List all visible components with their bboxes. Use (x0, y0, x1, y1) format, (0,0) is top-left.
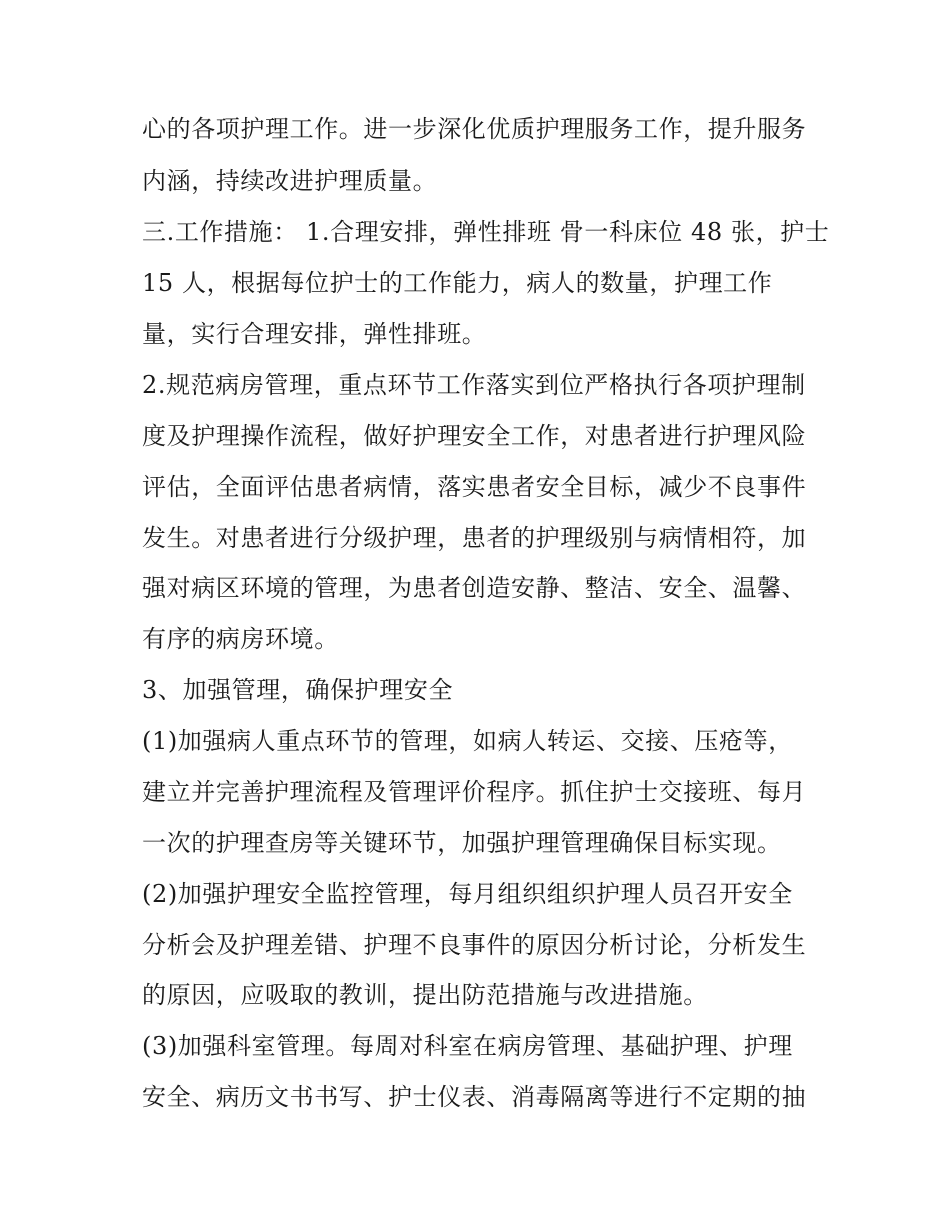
text-line: 有序的病房环境。 (142, 625, 339, 653)
text-line: 三.工作措施： 1.合理安排，弹性排班 骨一科床位 48 张，护士 (142, 218, 830, 246)
text-line: 一次的护理查房等关键环节，加强护理管理确保目标实现。 (142, 829, 782, 857)
text-line: 15 人，根据每位护士的工作能力，病人的数量，护理工作 (142, 269, 773, 297)
text-line: 心的各项护理工作。进一步深化优质护理服务工作，提升服务 (142, 115, 807, 143)
text-line: 度及护理操作流程，做好护理安全工作，对患者进行护理风险 (142, 422, 807, 450)
text-line: 分析会及护理差错、护理不良事件的原因分析讨论，分析发生 (142, 931, 807, 959)
text-line: (1)加强病人重点环节的管理，如病人转运、交接、压疮等， (142, 727, 793, 755)
text-line: 评估，全面评估患者病情，落实患者安全目标，减少不良事件 (142, 473, 807, 501)
text-line: 建立并完善护理流程及管理评价程序。抓住护士交接班、每月 (142, 778, 807, 806)
text-line: 内涵，持续改进护理质量。 (142, 167, 438, 195)
section-heading: 3、加强管理，确保护理安全 (142, 676, 454, 704)
text-line: 的原因，应吸取的教训，提出防范措施与改进措施。 (142, 981, 708, 1009)
text-line: (2)加强护理安全监控管理，每月组织组织护理人员召开安全 (142, 880, 793, 908)
text-line: 量，实行合理安排，弹性排班。 (142, 320, 487, 348)
text-line: 2.规范病房管理，重点环节工作落实到位严格执行各项护理制 (142, 371, 806, 399)
text-line: 安全、病历文书书写、护士仪表、消毒隔离等进行不定期的抽 (142, 1083, 807, 1111)
text-line: (3)加强科室管理。每周对科室在病房管理、基础护理、护理 (142, 1032, 793, 1060)
text-line: 发生。对患者进行分级护理，患者的护理级别与病情相符，加 (142, 524, 807, 552)
text-line: 强对病区环境的管理，为患者创造安静、整洁、安全、温馨、 (142, 574, 807, 602)
